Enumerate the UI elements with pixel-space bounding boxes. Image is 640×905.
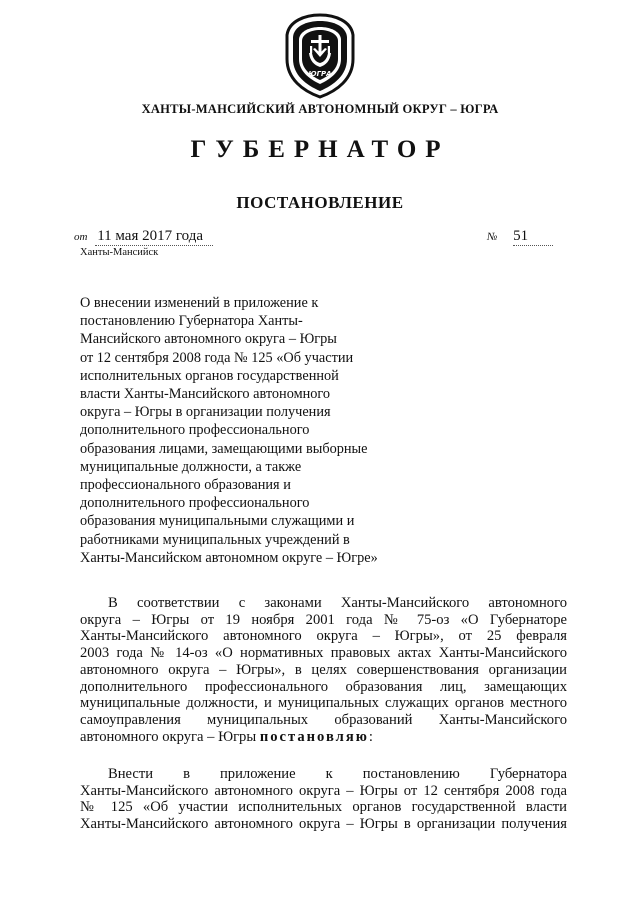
emblem-icon: [283, 13, 357, 99]
document-number: 51: [513, 228, 553, 246]
preamble-paragraph: [80, 595, 567, 745]
paragraph-line: округа – Югры от 19 ноября 2001 года № 75-оз «О Губернаторе: [80, 611, 567, 628]
paragraph-line: № 125 «Об участии исполнительных органов государственной власти: [80, 799, 567, 816]
paragraph-line: Ханты-Мансийского автономного округа – Югры», от 25 февраля: [80, 628, 567, 645]
paragraph-line: Ханты-Мансийского автономного округа – Югры в организации получения: [80, 816, 567, 833]
paragraph-line: автономного округа – Югры», в целях совершенствования организации: [80, 661, 567, 678]
paragraph-line: дополнительного профессионального образования лиц, замещающих: [80, 678, 567, 695]
final-line-text: автономного округа – Югры: [80, 728, 260, 745]
subject-line: Ханты-Мансийском автономном округе – Югре»: [80, 549, 378, 566]
paragraph-line: В соответствии с законами Ханты-Мансийского автономного: [108, 595, 567, 611]
subject-line: Мансийского автономного округа – Югры: [80, 331, 337, 348]
final-line-punctuation: :: [368, 728, 373, 745]
subject-line: дополнительного профессионального: [80, 495, 310, 512]
date-prefix-label: от: [74, 231, 88, 243]
subject-line: образования лицами, замещающими выборные: [80, 440, 368, 457]
authority-title: ГУБЕРНАТОР: [190, 136, 450, 163]
decree-subject: [80, 294, 400, 567]
operative-paragraph: [80, 766, 567, 833]
city-name: Ханты-Мансийск: [80, 247, 159, 258]
subject-line: исполнительных органов государственной: [80, 367, 339, 384]
region-title: ХАНТЫ-МАНСИЙСКИЙ АВТОНОМНЫЙ ОКРУГ – ЮГРА: [141, 102, 499, 116]
document-date-line: [74, 228, 213, 246]
document-type-title: ПОСТАНОВЛЕНИЕ: [236, 193, 404, 212]
subject-line: работниками муниципальных учреждений в: [80, 531, 350, 548]
subject-line: О внесении изменений в приложение к: [80, 295, 319, 311]
paragraph-line: 2003 года № 14-оз «О нормативных правовых актах Ханты-Мансийского: [80, 645, 567, 662]
document-date: 11 мая 2017 года: [95, 228, 213, 246]
paragraph-line: муниципальные должности, и муниципальных служащих органов местного: [80, 695, 567, 712]
subject-line: муниципальные должности, а также: [80, 458, 302, 475]
document-number-line: [487, 228, 553, 246]
subject-line: профессионального образования и: [80, 477, 291, 494]
paragraph-line: Внести в приложение к постановлению Губернатора: [108, 766, 567, 782]
resolution-word: постановляю: [259, 728, 369, 745]
svg-text:ЮГРА: ЮГРА: [308, 70, 332, 78]
subject-line: постановлению Губернатора Ханты-: [80, 313, 303, 330]
subject-line: округа – Югры в организации получения: [80, 404, 331, 421]
subject-line: власти Ханты-Мансийского автономного: [80, 386, 331, 403]
subject-line: дополнительного профессионального: [80, 422, 310, 439]
coat-of-arms-emblem: [283, 13, 357, 99]
subject-line: образования муниципальными служащими и: [80, 513, 355, 530]
number-label: №: [487, 231, 498, 243]
paragraph-final-line: [80, 729, 567, 746]
paragraph-line: самоуправления муниципальных образований Ханты-Мансийского: [80, 711, 567, 728]
subject-line: от 12 сентября 2008 года № 125 «Об участии: [80, 349, 354, 366]
paragraph-line: Ханты-Мансийского автономного округа – Югры от 12 сентября 2008 года: [80, 782, 567, 799]
